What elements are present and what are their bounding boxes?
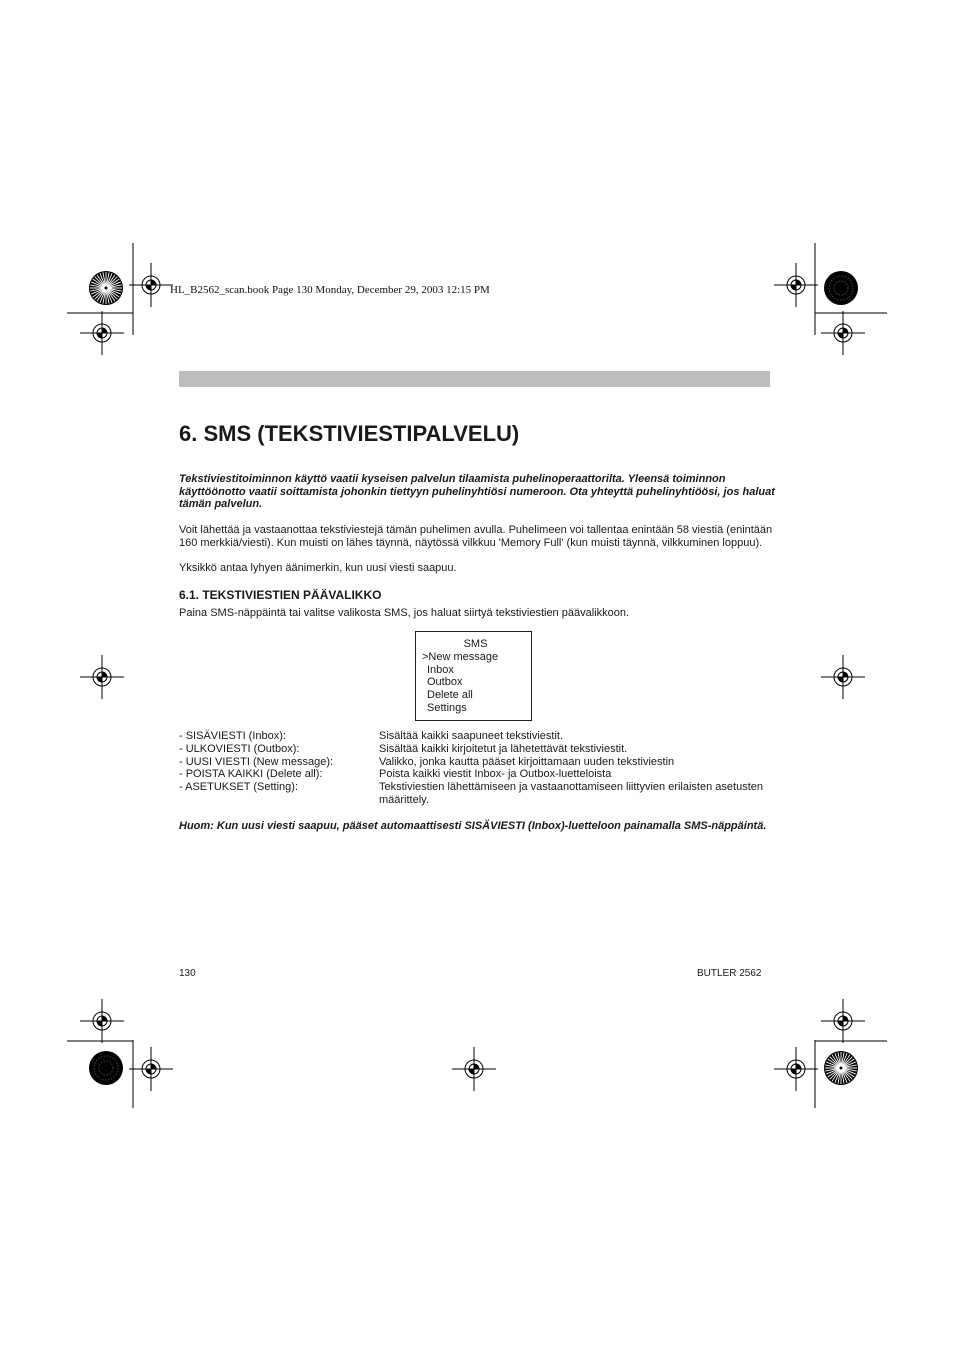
- product-name: BUTLER 2562: [697, 968, 762, 979]
- definition-term: - ASETUKSET (Setting):: [179, 781, 299, 794]
- menu-item-inbox: Inbox: [427, 663, 454, 676]
- section-text: Paina SMS-näppäintä tai valitse valikosta SMS, jos haluat siirtyä tekstiviestien päävalikkoon.: [179, 607, 630, 619]
- intro-paragraph: Tekstiviestitoiminnon käyttö vaatii kyseisen palvelun tilaamista puhelinoperaattorilta. Yleensä toiminnon käyttöönotto vaatii soittamista johonkin tiettyyn puhelinyhtiösi numeroon. Ota yhteyttä puhelinyhtiöösi, jos haluat tämän palvelun.: [179, 473, 775, 510]
- definition-desc: Valikko, jonka kautta pääset kirjoittamaan uuden tekstiviestin: [379, 755, 675, 768]
- definition-desc: Tekstiviestien lähettämiseen ja vastaanottamiseen liittyvien erilaisten asetusten määrittely.: [379, 781, 763, 806]
- definition-term: - UUSI VIESTI (New message):: [179, 755, 334, 768]
- menu-item-outbox: Outbox: [427, 676, 463, 689]
- definition-term: - SISÄVIESTI (Inbox):: [179, 730, 286, 742]
- definition-row: [179, 768, 779, 781]
- menu-item-new-message: >New message: [422, 650, 499, 663]
- definition-row: [179, 756, 779, 769]
- definition-term: - POISTA KAIKKI (Delete all):: [179, 768, 323, 781]
- definition-row: [179, 743, 779, 756]
- print-slug: HL_B2562_scan.book Page 130 Monday, December 29, 2003 12:15 PM: [170, 284, 490, 296]
- definition-desc: Sisältää kaikki kirjoitetut ja lähetettävät tekstiviestit.: [379, 742, 628, 755]
- page-title: 6. SMS (TEKSTIVIESTIPALVELU): [179, 421, 520, 446]
- section-bar: [179, 371, 770, 387]
- note-paragraph: Huom: Kun uusi viesti saapuu, pääset automaattisesti SISÄVIESTI (Inbox)-luetteloon painamalla SMS-näppäintä.: [179, 820, 767, 832]
- definition-desc: Sisältää kaikki saapuneet tekstiviestit.: [379, 730, 564, 742]
- definition-term: - ULKOVIESTI (Outbox):: [179, 742, 300, 755]
- menu-item-settings: Settings: [427, 701, 467, 714]
- sms-menu-display: [415, 631, 532, 721]
- definition-list: [179, 730, 779, 807]
- menu-item-delete-all: Delete all: [427, 689, 473, 702]
- page-number: 130: [179, 968, 196, 979]
- body-paragraph-1: Voit lähettää ja vastaanottaa tekstiviestejä tämän puhelimen avulla. Puhelimeen voi tallentaa enintään 58 viestiä (enintään 160 merkkiä/viesti). Kun muisti on lähes täynnä, näytössä vilkkuu 'Memory Full' (kun muisti täynnä, vilkkuminen loppuu).: [179, 524, 773, 549]
- section-heading: 6.1. TEKSTIVIESTIEN PÄÄVALIKKO: [179, 588, 382, 602]
- definition-desc: Poista kaikki viestit Inbox- ja Outbox-luetteloista: [379, 768, 612, 781]
- menu-title: SMS: [463, 638, 488, 650]
- definition-row: [179, 781, 779, 807]
- body-paragraph-2: Yksikkö antaa lyhyen äänimerkin, kun uusi viesti saapuu.: [179, 562, 457, 574]
- definition-row: [179, 730, 779, 743]
